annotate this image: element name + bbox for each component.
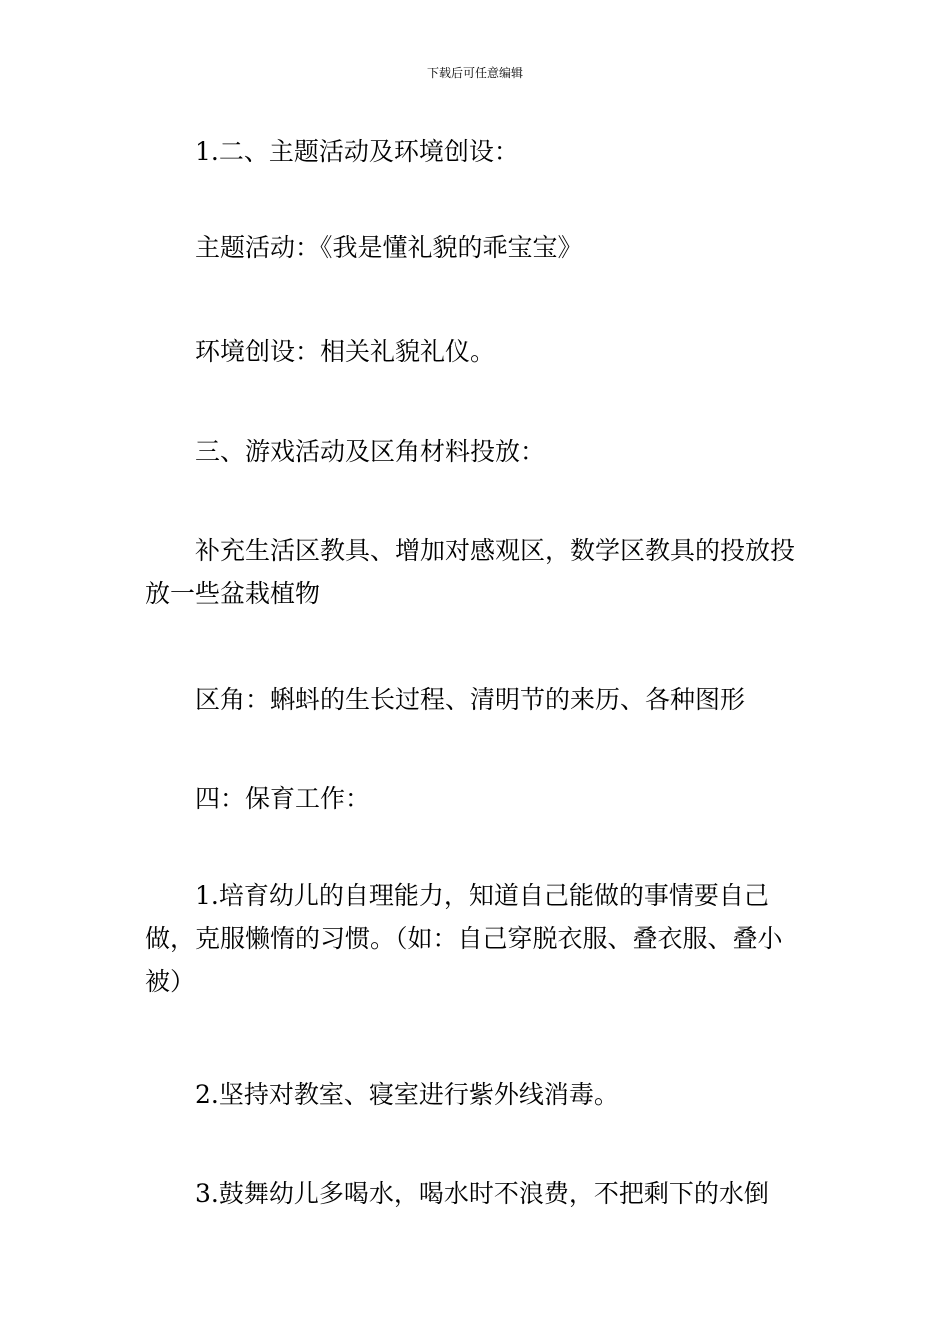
paragraph-environment: 环境创设：相关礼貌礼仪。 <box>195 337 496 366</box>
paragraph-theme-activity: 主题活动：《我是懂礼貌的乖宝宝》 <box>195 233 583 262</box>
paragraph-care-item-3: 3.鼓舞幼儿多喝水，喝水时不浪费，不把剩下的水倒 <box>195 1179 769 1208</box>
paragraph-materials: 补充生活区教具、增加对感观区，数学区教具的投放投放一些盆栽植物 <box>145 536 796 608</box>
page-header: 下载后可任意编辑 <box>426 66 523 80</box>
paragraph-game-heading: 三、游戏活动及区角材料投放： <box>195 437 546 466</box>
paragraph-care-item-1: 1.培育幼儿的自理能力，知道自己能做的事情要自己做，克服懒惰的习惯。（如：自己穿脱衣服、叠衣服、叠小被） <box>145 881 783 996</box>
paragraph-theme-heading: 1.二、主题活动及环境创设： <box>195 137 519 166</box>
paragraph-care-heading: 四：保育工作： <box>195 784 371 813</box>
paragraph-corner: 区角：蝌蚪的生长过程、清明节的来历、各种图形 <box>195 685 746 714</box>
paragraph-care-item-2: 2.坚持对教室、寝室进行紫外线消毒。 <box>195 1080 619 1109</box>
